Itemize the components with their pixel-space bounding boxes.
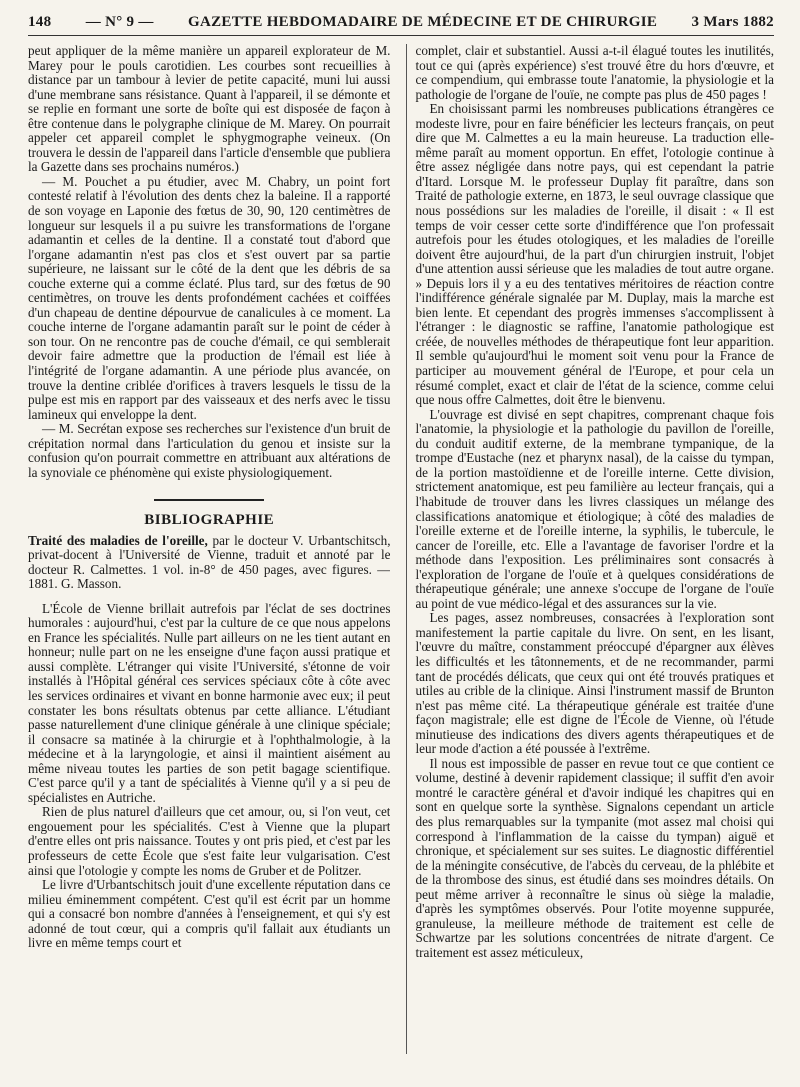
paragraph: complet, clair et substantiel. Aussi a-t-il élagué toutes les inutilités, tout ce qui (après expérience) s'est trouvé être du hors d'œuvre, et ce compendium, qui embrasse toute l'anatomie, la physiologie et la pathologie de l'organe de l'ouïe, ne compte pas plus de 450 pages ! — [415, 44, 774, 102]
book-details: par le docteur V. Urbantschitsch, privat-docent à l'Université de Vienne, traduit et annoté par le docteur R. Calmettes. 1 vol. in-8° de 450 pages, avec figures. — 1881. G. Masson. — [28, 532, 391, 592]
page-number: 148 — [28, 14, 52, 30]
bibliographic-reference — [28, 534, 390, 592]
paragraph: Rien de plus naturel d'ailleurs que cet amour, ou, si l'on veut, cet engouement pour les spécialités. C'est à Vienne que la plupart d'entre elles ont pris naissance. Toutes y ont pris pied, et c'est par les professeurs de cette École que s'est faite leur vulgarisation. C'est ainsi que l'otologie y compte les noms de Gruber et de Politzer. — [28, 804, 391, 878]
paragraph: L'École de Vienne brillait autrefois par l'éclat de ses doctrines humorales : aujourd'hui, c'est par la culture de ce que nous appelons en France les spécialités. Nulle part ailleurs on ne les tient autant en honneur; nulle part on ne les enseigne d'une façon aussi pratique et aussi complète. L'étranger qui visite l'Université, s'étonne de voir installés à l'Hôpital général ces services spéciaux côte à côte avec les services ordinaires et vivant en bonne harmonie avec eux; il peut constater les bons résultats obtenus par cette alliance. L'étudiant passe naturellement d'une clinique générale à une clinique spéciale; il consacre sa matinée à la chirurgie et à l'ophthalmologie, à la médecine et à la laryngologie, et ainsi il maintient aisément au même niveau toutes les parties de son petit bagage scientifique. C'est parce qu'il y a tant de spécialités à Vienne qu'il y a si peu de spécialistes en Autriche. — [28, 600, 391, 805]
issue-date: 3 Mars 1882 — [691, 14, 774, 30]
paragraph: — M. Secrétan expose ses recherches sur l'existence d'un bruit de crépitation normal dans l'articulation du genou et insiste sur la confusion qu'on pourrait commettre en attribuant aux altérations de la synoviale ce phénomène qui existe physiologiquement. — [28, 421, 391, 480]
book-title: Traité des maladies de l'oreille, — [28, 532, 208, 548]
section-title: BIBLIOGRAPHIE — [144, 511, 275, 528]
paragraph: En choisissant parmi les nombreuses publications étrangères ce modeste livre, pour en faire bénéficier les lecteurs français, on peut dire que M. Calmettes a eu la main heureuse. La traduction elle-même paraît au moment opportun. En effet, l'otologie continue à être assez négligée dans notre pays, qui est cependant la patrie d'Itard. Lorsque M. le professeur Duplay fit paraître, dans son Traité de pathologie externe, en 1873, le seul ouvrage classique que nous possédions sur les maladies de l'oreille, il disait : « Il est temps de voir cesser cette sorte d'indifférence que l'on professait autrefois pour les études otologiques, et les maladies de l'oreille doivent être aujourd'hui, de la part d'un chirurgien instruit, l'objet d'une attention aussi sérieuse que les maladies de tout autre organe. » Depuis lors il y a eu des tentatives méritoires de réaction contre l'indifférence générale signalée par M. Duplay, mais la marche est bien lente. Et cependant des progrès immenses s'accomplissent à l'étranger : le diagnostic se raffine, l'anatomie pathologique est créée, de nouvelles méthodes de thérapeutique font leur apparition. Il semble qu'aujourd'hui le moment soit venu pour la France de participer au mouvement général de l'Europe, et pour cela un résumé complet, exact et clair de l'état de la science, comme celui que nous offre Calmettes, doit être le bienvenu. — [415, 101, 774, 408]
right-column — [406, 44, 774, 1054]
paragraph: L'ouvrage est divisé en sept chapitres, comprenant chaque fois l'anatomie, la physiologie et la pathologie du pavillon de l'oreille, du conduit auditif externe, de la membrane tympanique, de la trompe d'Eustache (nez et pharynx nasal), de la caisse du tympan, de la portion mastoïdienne et de l'oreille interne. Cette division, strictement anatomique, est peu familière au lecteur français, qui a l'habitude de trouver dans les livres classiques un mélange des classifications anatomique et étiologique; à côté des maladies de l'oreille externe et de l'oreille interne, la syphilis, le tubercule, le cancer de l'oreille, etc. Elle a l'avantage de favoriser l'ordre et la méthode dans l'exposition. Les préliminaires sont consacrés à l'exploration de l'organe de l'ouïe et à quelques considérations de thérapeutique générale; une annexe s'occupe de l'organe de l'ouïe au point de vue médico-légal et des assurances sur la vie. — [415, 406, 774, 611]
paragraph: — M. Pouchet a pu étudier, avec M. Chabry, un point fort contesté relatif à l'évolution des dents chez la baleine. Il a rapporté de son voyage en Laponie des fœtus de 30, 90, 120 centimètres de longueur sur lesquels il a pu suivre les transformations de l'organe adamantin et celles de la dentine. Il a constaté tout d'abord que l'organe adamantin n'est pas clos et s'est ouvert par sa partie supérieure, ne laissant sur le côté de la dent que les débris de sa couche externe qui a comme éclaté. Plus tard, sur des fœtus de 90 centimètres, on trouve les dents profondément cachées et coiffées d'un chapeau de dentine dépourvue de canalicules à ce moment. La couche interne de l'organe adamantin paraît sur le point de céder à son tour. On ne rencontre pas de couche d'émail, ce qui semblerait devoir faire admettre que la production de l'émail est liée à l'intégrité de l'organe adamantin. A une période plus avancée, on trouve la dentine criblée d'orifices à travers lesquels le tissu de la pulpe est mis en rapport par des vaisseaux et des nerfs avec le tissu lamineux qui enveloppe la dent. — [28, 173, 391, 422]
text-columns — [28, 44, 774, 1054]
section-divider — [28, 490, 390, 505]
page-header — [28, 14, 774, 36]
left-column — [28, 44, 390, 1054]
paragraph: Les pages, assez nombreuses, consacrées à l'exploration sont manifestement la partie capitale du livre. On sent, en les lisant, l'œuvre du maître, constamment préoccupé d'épargner aux élèves les difficultés et les tâtonnements, et de ne recommander, parmi tant de procédés délicats, que ceux qui ont été trouvés pratiques et utiles au crible de la clinique. Ainsi l'instrument massif de Brunton n'est pas même cité. La thérapeutique générale est traitée d'une façon magistrale; elle est digne de l'École de Vienne, où l'étude minutieuse des indications des divers agents thérapeutiques et de leur mode d'action a été poussée à l'extrême. — [415, 610, 774, 757]
issue-number: — N° 9 — — [85, 14, 154, 30]
journal-title: GAZETTE HEBDOMADAIRE DE MÉDECINE ET DE CHIRURGIE — [188, 14, 658, 30]
paragraph: Le livre d'Urbantschitsch jouit d'une excellente réputation dans ce milieu éminemment compétent. C'est qu'il est écrit par un homme qui a consacré bon nombre d'années à l'enseignement, et qui s'y est adonné de tout cœur, qui a compris qu'il fallait aux étudiants un livre en même temps court et — [28, 877, 391, 951]
paragraph: Il nous est impossible de passer en revue tout ce que contient ce volume, destiné à devenir rapidement classique; il suffit d'en avoir montré le caractère général et d'avoir indiqué les chapitres qui en sont en quelque sorte la synthèse. Signalons cependant un article des plus remarquables sur la tympanite (mot assez mal choisi qui correspond à l'inflammation de la caisse du tympan) aiguë et chronique, et spécialement sur ses suites. Le diagnostic différentiel de la méningite consécutive, de l'abcès du cerveau, de la phlébite et de la thrombose des sinus, est étudié dans ses moindres détails. On peut même arriver à reconnaître le sinus où siège la maladie, d'après les symptômes observés. Pour l'otite moyenne suppurée, granuleuse, la meilleure méthode de traitement est celle de Schwartze par les solutions concentrées de nitrate d'argent. Ce traitement est assez méticuleux, — [415, 755, 774, 960]
paragraph: peut appliquer de la même manière un appareil explorateur de M. Marey pour le pouls carotidien. Les courbes sont recueillies à distance par un tambour à levier de petite capacité, muni lui aussi d'une membrane sans résistance. Quant à l'appareil, il se démonte et se replie en formant une sorte de boîte qui est disposée de façon à être contenue dans le polygraphe clinique de M. Marey. On pourrait appeler cet appareil complet le sphygmographe veineux. (On trouvera le dessin de l'appareil dans l'article d'ensemble que publiera la Gazette dans ses prochains numéros.) — [28, 44, 391, 175]
